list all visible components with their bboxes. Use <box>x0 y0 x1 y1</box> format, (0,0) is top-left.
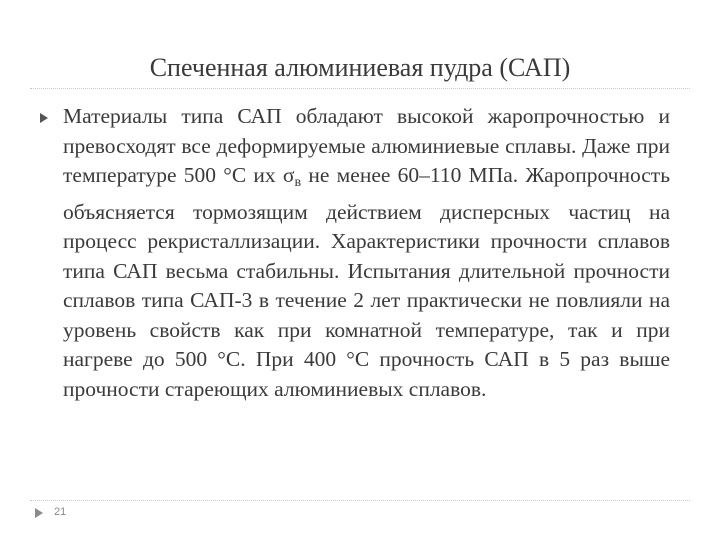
bullet-text-part1: Материалы типа САП обладают высокой жаропрочностью и превосходят все деформируемые алюминиевые сплавы. Даже при температуре 500 °С их σ <box>63 104 670 187</box>
slide-title: Спеченная алюминиевая пудра (САП) <box>149 53 571 82</box>
title-divider <box>30 88 690 89</box>
sigma-subscript: в <box>294 175 302 190</box>
bullet-triangle-icon <box>40 113 48 123</box>
footer-divider <box>30 500 690 501</box>
footer-triangle-icon <box>35 508 43 518</box>
bullet-text-part2: не менее 60–110 МПа. Жаропрочность объясняется тормозящим действием дисперсных частиц на процесс рекристаллизации. Характеристики прочности сплавов типа САП весьма стабильны. Испытания длительной прочности сплавов типа САП-3 в течение 2 лет практически не повлияли на уровень свойств как при комнатной температуре, так и при нагреве до 500 °С. При 400 °С прочность САП в 5 раз выше прочности стареющих алюминиевых сплавов. <box>63 163 670 401</box>
bullet-paragraph <box>63 102 670 404</box>
page-number: 21 <box>54 506 67 518</box>
